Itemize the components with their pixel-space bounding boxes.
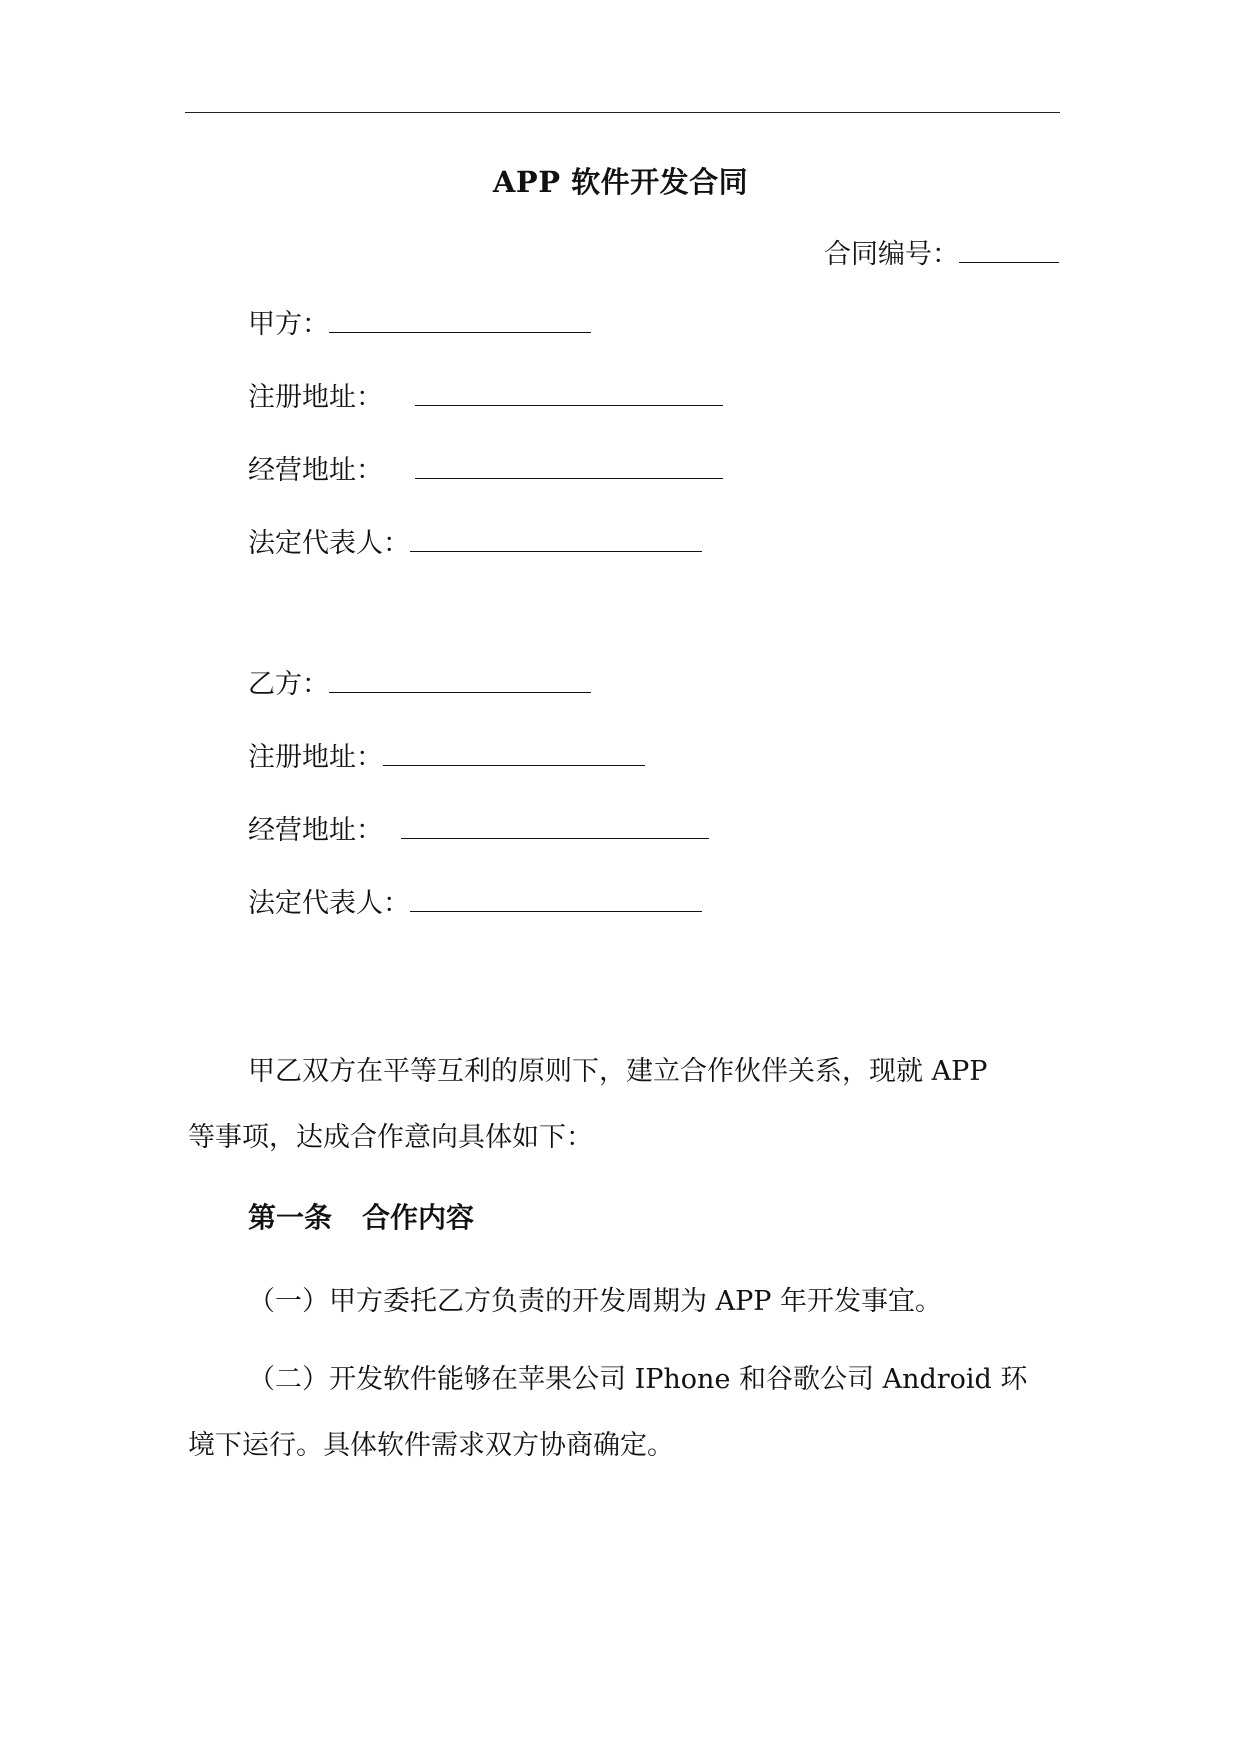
party-b-legal-rep-field: [248, 884, 702, 924]
party-b-registered-address-field: [248, 738, 645, 778]
intro-line-2: 等事项，达成合作意向具体如下：: [188, 1122, 593, 1153]
party-a-business-address-blank[interactable]: [415, 452, 723, 479]
contract-number-blank[interactable]: [959, 236, 1059, 263]
party-a-name-label: 甲方：: [248, 309, 329, 340]
article-1-item-1: （一）甲方委托乙方负责的开发周期为 APP 年开发事宜。: [248, 1286, 942, 1317]
party-a-registered-address-field: [248, 378, 723, 418]
party-a-business-address-field: [248, 451, 723, 491]
contract-number-label: 合同编号：: [824, 239, 959, 270]
party-b-business-address-blank[interactable]: [401, 812, 709, 839]
party-a-name-field: [248, 305, 591, 345]
contract-number: [824, 232, 1059, 271]
party-a-registered-address-blank[interactable]: [415, 379, 723, 406]
party-b-business-address-field: [248, 811, 709, 851]
party-b-name-label: 乙方：: [248, 669, 329, 700]
party-a-legal-rep-blank[interactable]: [410, 525, 702, 552]
article-1-number: 第一条: [248, 1201, 333, 1234]
header-rule: [185, 112, 1060, 113]
article-1-item-2-line-2: 境下运行。具体软件需求双方协商确定。: [188, 1430, 674, 1461]
intro-line-1: 甲乙双方在平等互利的原则下，建立合作伙伴关系，现就 APP: [248, 1056, 988, 1087]
party-b-registered-address-blank[interactable]: [383, 739, 645, 766]
party-b-name-blank[interactable]: [329, 666, 591, 693]
article-1-title: 合作内容: [362, 1201, 475, 1234]
party-a-business-address-label: 经营地址：: [248, 455, 383, 486]
document-title: APP 软件开发合同: [492, 165, 749, 199]
party-a-legal-rep-field: [248, 524, 702, 564]
party-a-registered-address-label: 注册地址：: [248, 382, 383, 413]
party-b-legal-rep-blank[interactable]: [410, 885, 702, 912]
party-a-name-blank[interactable]: [329, 306, 591, 333]
party-b-business-address-label: 经营地址：: [248, 815, 383, 846]
party-b-registered-address-label: 注册地址：: [248, 742, 383, 773]
party-b-legal-rep-label: 法定代表人：: [248, 888, 410, 919]
party-b-name-field: [248, 665, 591, 705]
article-1-item-2-line-1: （二）开发软件能够在苹果公司 IPhone 和谷歌公司 Android 环: [248, 1364, 1028, 1395]
party-a-legal-rep-label: 法定代表人：: [248, 528, 410, 559]
article-1-heading: [248, 1196, 474, 1236]
